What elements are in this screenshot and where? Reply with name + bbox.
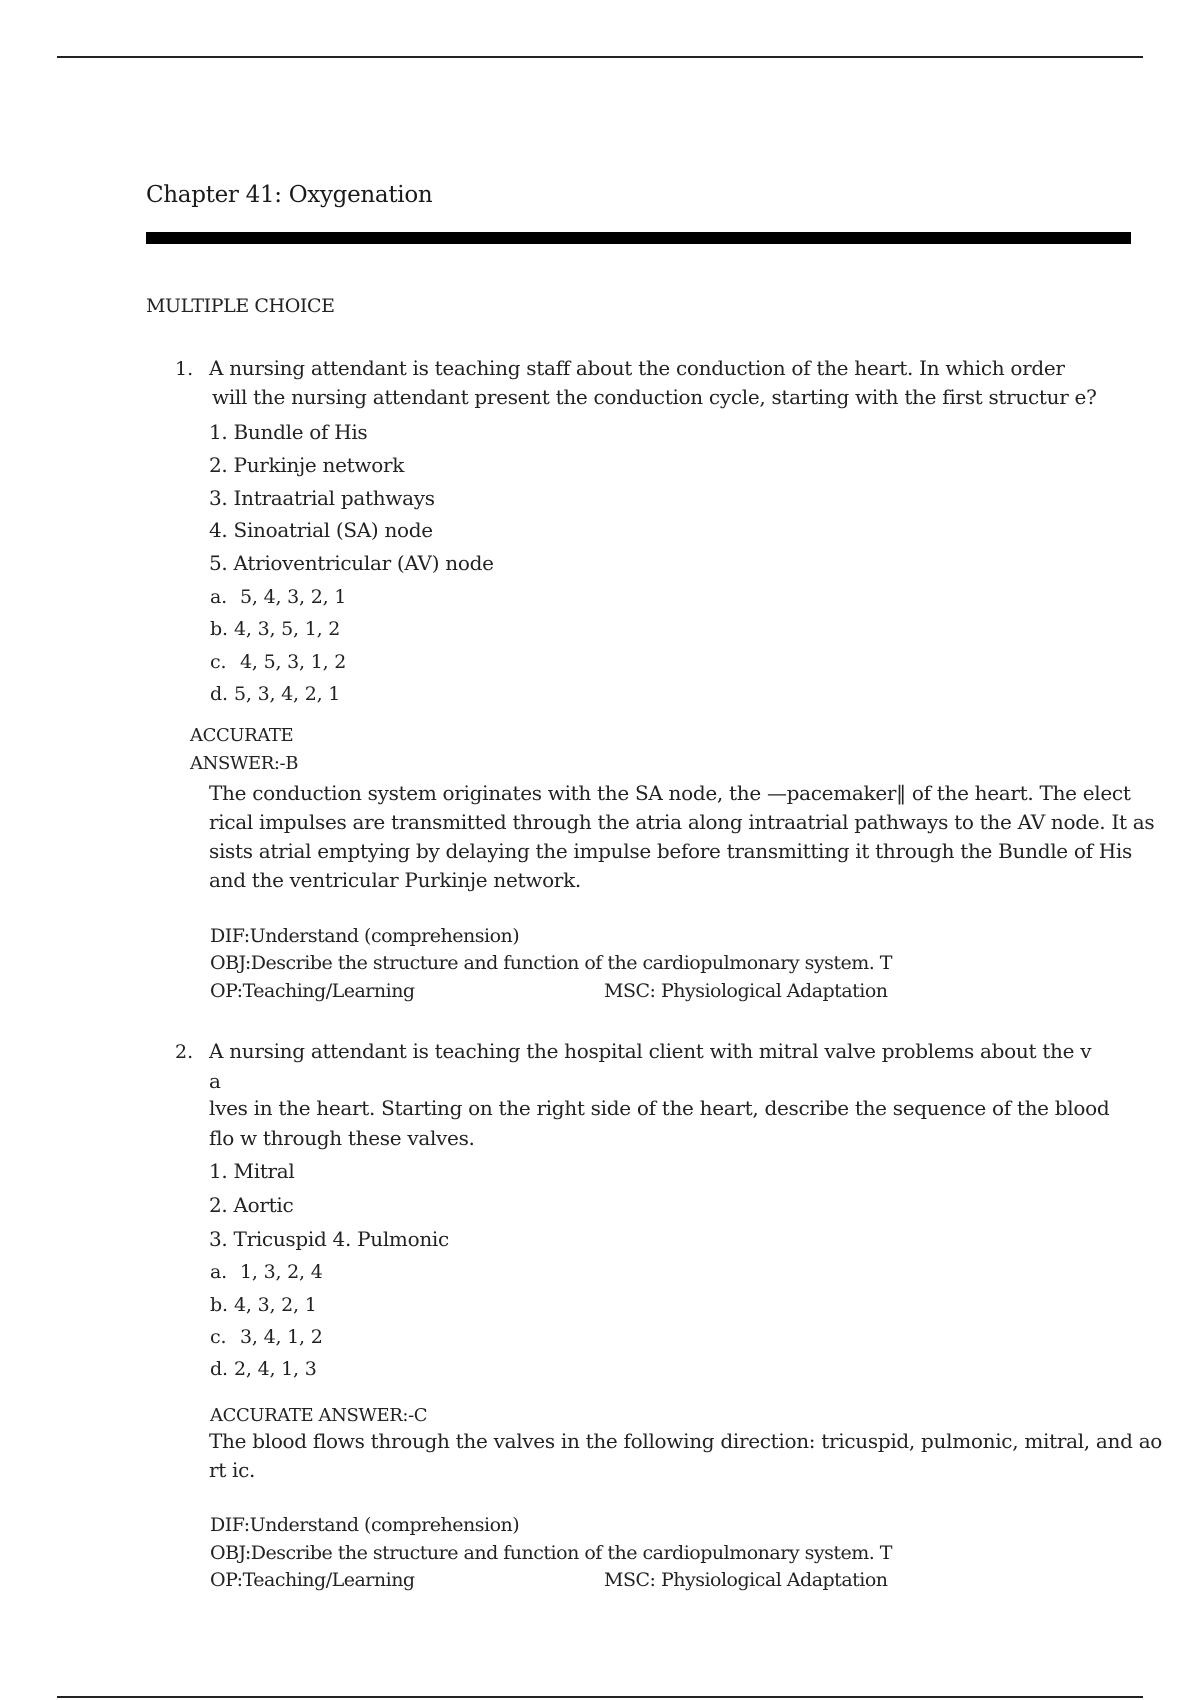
rationale-line: The blood flows through the valves in the following direction: tricuspid, pulmonic, mitral, and ao — [209, 1429, 1163, 1453]
question-stem-line: flo w through these valves. — [209, 1126, 475, 1150]
option-letter: c. — [210, 1326, 227, 1348]
question-number: 2. — [175, 1041, 194, 1063]
topic-tag: OP:Teaching/Learning — [210, 1569, 415, 1591]
option-text: 5, 4, 3, 2, 1 — [240, 586, 347, 608]
difficulty-tag: DIF:Understand (comprehension) — [210, 1514, 520, 1536]
valve-item: 3. Tricuspid 4. Pulmonic — [209, 1227, 449, 1251]
option-letter: d. — [210, 683, 228, 705]
answer-option-a — [210, 586, 346, 608]
option-text: 4, 5, 3, 1, 2 — [240, 651, 347, 673]
difficulty-tag: DIF:Understand (comprehension) — [210, 925, 520, 947]
option-text: 5, 3, 4, 2, 1 — [234, 683, 341, 705]
bottom-rule — [57, 1696, 1143, 1698]
answer-option-a — [210, 1261, 323, 1283]
sequence-item: 4. Sinoatrial (SA) node — [209, 518, 433, 542]
topic-tag: OP:Teaching/Learning — [210, 980, 415, 1002]
option-letter: c. — [210, 651, 227, 673]
rationale-line: sists atrial emptying by delaying the impulse before transmitting it through the Bundle of His — [209, 839, 1132, 863]
answer-option-b — [210, 1294, 317, 1316]
chapter-title: Chapter 41: Oxygenation — [146, 182, 433, 208]
question-stem-line: A nursing attendant is teaching staff about the conduction of the heart. In which order — [209, 356, 1065, 380]
option-letter: b. — [210, 618, 228, 640]
option-letter: a. — [210, 586, 227, 608]
question-stem-line: A nursing attendant is teaching the hospital client with mitral valve problems about the v — [209, 1039, 1092, 1063]
msc-tag: MSC: Physiological Adaptation — [604, 1569, 888, 1591]
answer-option-b — [210, 618, 340, 640]
rationale-line: and the ventricular Purkinje network. — [209, 868, 581, 892]
question-stem-line: will the nursing attendant present the conduction cycle, starting with the first structur e? — [212, 385, 1097, 409]
sequence-item: 2. Purkinje network — [209, 453, 405, 477]
option-text: 3, 4, 1, 2 — [240, 1326, 323, 1348]
answer-option-d — [210, 1358, 317, 1380]
section-heading: MULTIPLE CHOICE — [146, 295, 335, 317]
option-letter: b. — [210, 1294, 228, 1316]
objective-tag: OBJ:Describe the structure and function of the cardiopulmonary system. T — [210, 952, 892, 974]
answer-key-line: ANSWER:-B — [190, 753, 299, 774]
answer-option-c — [210, 651, 346, 673]
answer-option-d — [210, 683, 340, 705]
option-text: 4, 3, 5, 1, 2 — [234, 618, 341, 640]
answer-key-line: ACCURATE ANSWER:-C — [210, 1405, 428, 1426]
valve-item: 2. Aortic — [209, 1193, 294, 1217]
rationale-line: rical impulses are transmitted through the atria along intraatrial pathways to the AV node. It as — [209, 810, 1155, 834]
option-letter: a. — [210, 1261, 227, 1283]
option-text: 4, 3, 2, 1 — [234, 1294, 317, 1316]
msc-tag: MSC: Physiological Adaptation — [604, 980, 888, 1002]
sequence-item: 1. Bundle of His — [209, 420, 368, 444]
answer-option-c — [210, 1326, 323, 1348]
question-stem-line: lves in the heart. Starting on the right side of the heart, describe the sequence of the blood — [209, 1096, 1110, 1120]
answer-key-line: ACCURATE — [190, 725, 294, 746]
rationale-line: rt ic. — [209, 1458, 256, 1482]
objective-tag: OBJ:Describe the structure and function of the cardiopulmonary system. T — [210, 1542, 892, 1564]
option-text: 1, 3, 2, 4 — [240, 1261, 323, 1283]
sequence-item: 5. Atrioventricular (AV) node — [209, 551, 494, 575]
sequence-item: 3. Intraatrial pathways — [209, 486, 435, 510]
rationale-line: The conduction system originates with the SA node, the —pacemaker‖ of the heart. The elect — [209, 781, 1131, 805]
option-letter: d. — [210, 1358, 228, 1380]
option-text: 2, 4, 1, 3 — [234, 1358, 317, 1380]
title-underline-bar — [146, 232, 1131, 244]
top-rule — [57, 56, 1143, 58]
question-number: 1. — [175, 358, 194, 380]
question-stem-line: a — [209, 1069, 221, 1093]
valve-item: 1. Mitral — [209, 1159, 295, 1183]
